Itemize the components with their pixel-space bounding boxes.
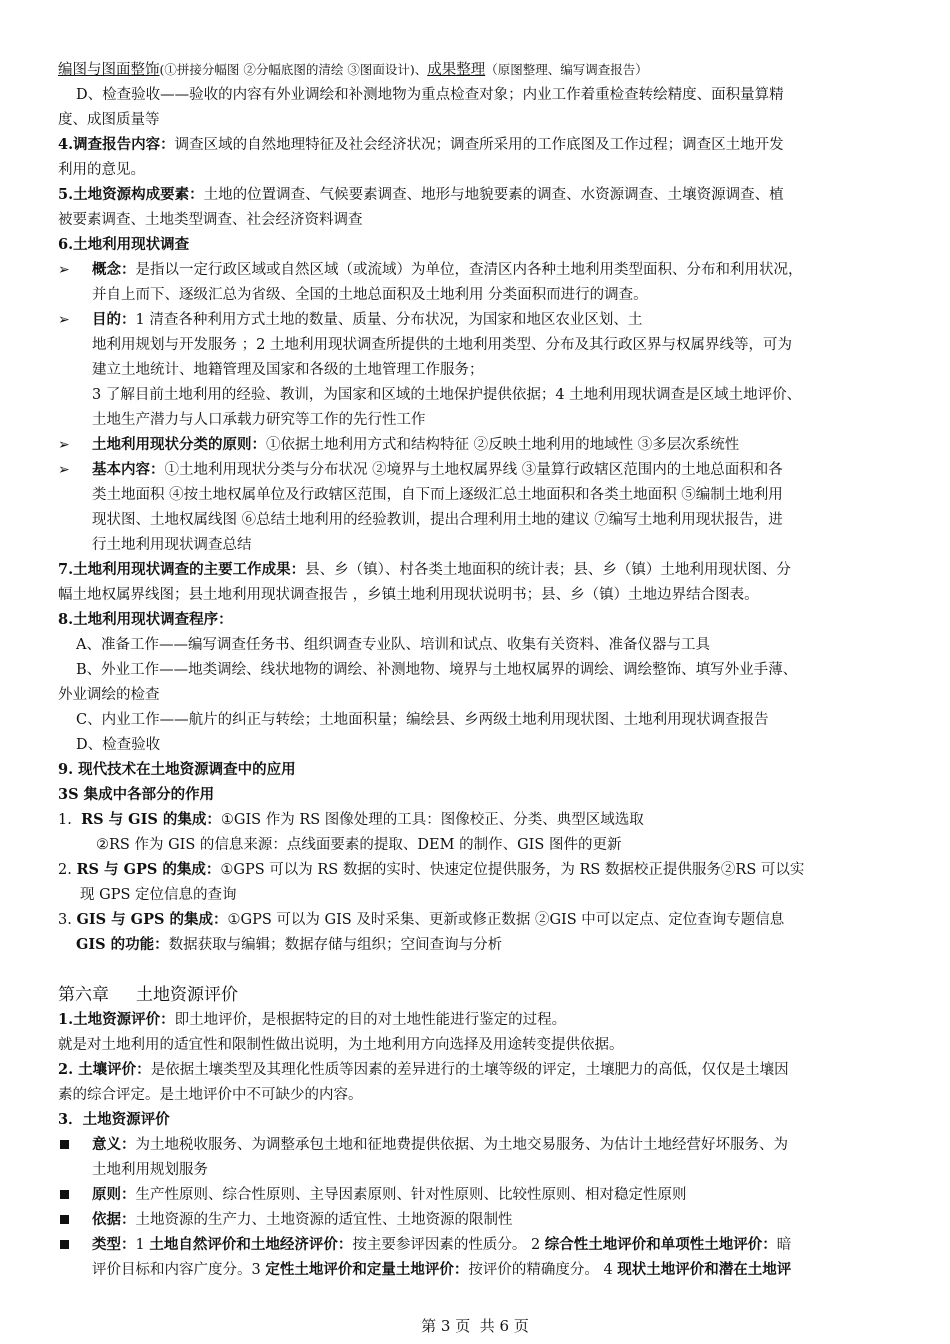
text-line: 3. GIS 与 GPS 的集成：①GPS 可以为 GIS 及时采集、更新或修正数据 ②GIS 中可以定点、定位查询专题信息: [58, 911, 785, 928]
text-line: 依据：土地资源的生产力、土地资源的适宜性、土地资源的限制性: [92, 1211, 513, 1228]
text-line: 素的综合评定。是土地评价中不可缺少的内容。: [58, 1087, 363, 1103]
square-bullet-icon: [60, 1190, 69, 1199]
square-bullet-icon: [60, 1240, 69, 1249]
text-line: 建立土地统计、地籍管理及国家和各级的土地管理工作服务；: [92, 362, 484, 378]
square-bullet-icon: [60, 1215, 69, 1224]
text-line: A、准备工作——编写调查任务书、组织调查专业队、培训和试点、收集有关资料、准备仪器与工具: [76, 637, 710, 653]
text-line: 评价目标和内容广度分。3 定性土地评价和定量土地评价：按评价的精确度分。 4 现状土地评价和潜在土地评: [92, 1261, 792, 1278]
text-line: 类土地面积 ④按土地权属单位及行政辖区范围，自下而上逐级汇总土地面积和各类土地面积 ⑤编制土地利用: [92, 487, 783, 503]
text-line: 意义：为土地税收服务、为调整承包土地和征地费提供依据、为土地交易服务、为估计土地经营好坏服务、为: [92, 1136, 788, 1153]
arrow-bullet-icon: ➢: [58, 437, 70, 453]
text-line: 行土地利用现状调查总结: [92, 537, 252, 553]
text-line: 类型：1 土地自然评价和土地经济评价：按主要参评因素的性质分。 2 综合性土地评价和单项性土地评价：暗: [92, 1236, 792, 1253]
section-heading: 3S 集成中各部分的作用: [58, 786, 215, 803]
text-line: 基本内容：①土地利用现状分类与分布状况 ②境界与土地权属界线 ③量算行政辖区范围内的土地总面积和各: [92, 461, 783, 478]
text-line: 7.土地利用现状调查的主要工作成果：县、乡（镇）、村各类土地面积的统计表；县、乡（镇）土地利用现状图、分: [58, 561, 791, 578]
text-line: 现 GPS 定位信息的查询: [80, 887, 237, 903]
section-heading: 6.土地利用现状调查: [58, 236, 190, 253]
text-line: 1.土地资源评价：即土地评价，是根据特定的目的对土地性能进行鉴定的过程。: [58, 1011, 567, 1028]
text-line: 2. RS 与 GPS 的集成：①GPS 可以为 RS 数据的实时、快速定位提供服务，为 RS 数据校正提供服务②RS 可以实: [58, 861, 805, 878]
text-line: D、检查验收: [76, 737, 161, 753]
text-line: 地利用规划与开发服务 ；2 土地利用现状调查所提供的土地利用类型、分布及其行政区界与权属界线等，可为: [92, 337, 792, 353]
text-line: 土地利用规划服务: [92, 1162, 208, 1178]
arrow-bullet-icon: ➢: [58, 262, 70, 278]
text-line: 4.调查报告内容：调查区域的自然地理特征及社会经济状况；调查所采用的工作底图及工作过程；调查区土地开发: [58, 136, 784, 153]
text-line: 现状图、土地权属线图 ⑥总结土地利用的经验教训，提出合理利用土地的建议 ⑦编写土地利用现状报告，进: [92, 512, 783, 528]
text-line: C、内业工作——航片的纠正与转绘；土地面积量；编绘县、乡两级土地利用现状图、土地利用现状调查报告: [76, 712, 769, 728]
text-line: 土地生产潜力与人口承载力研究等工作的先行性工作: [92, 412, 426, 428]
text-line: B、外业工作——地类调绘、线状地物的调绘、补测地物、境界与土地权属界的调绘、调绘整饰、填写外业手薄、: [76, 662, 798, 678]
section-heading: 3．土地资源评价: [58, 1111, 170, 1128]
text-line: 土地利用现状分类的原则：①依据土地利用方式和结构特征 ②反映土地利用的地域性 ③多层次系统性: [92, 436, 740, 453]
text-line: 1. RS 与 GIS 的集成：①GIS 作为 RS 图像处理的工具：图像校正、分类、典型区域选取: [58, 811, 644, 828]
section-heading: 8.土地利用现状调查程序：: [58, 611, 233, 628]
text-line: 3 了解目前土地利用的经验、教训，为国家和区域的土地保护提供依据；4 土地利用现状调查是区域土地评价、: [92, 387, 802, 403]
text-line: 目的：1 清查各种利用方式土地的数量、质量、分布状况，为国家和地区农业区划、土: [92, 311, 643, 328]
text-line: 就是对土地利用的适宜性和限制性做出说明，为土地利用方向选择及用途转变提供依据。: [58, 1037, 624, 1053]
text-line: 5.土地资源构成要素：土地的位置调查、气候要素调查、地形与地貌要素的调查、水资源调查、土壤资源调查、植: [58, 186, 784, 203]
text-line: 原则：生产性原则、综合性原则、主导因素原则、针对性原则、比较性原则、相对稳定性原则: [92, 1186, 687, 1203]
arrow-bullet-icon: ➢: [58, 462, 70, 478]
text-line: 幅土地权属界线图；县土地利用现状调查报告 ，乡镇土地利用现状说明书；县、乡（镇）土地边界结合图表。: [58, 587, 759, 603]
text-line: GIS 的功能：数据获取与编辑；数据存储与组织；空间查询与分析: [76, 936, 503, 953]
text-line: 2. 土壤评价：是依据土壤类型及其理化性质等因素的差异进行的土壤等级的评定，土壤肥力的高低，仅仅是土壤因: [58, 1061, 789, 1078]
text-line: 概念：是指以一定行政区域或自然区域（或流域）为单位，查清区内各种土地利用类型面积、分布和利用状况，: [92, 261, 803, 278]
section-heading: 9. 现代技术在土地资源调查中的应用: [58, 761, 296, 778]
page-number-footer: 第 3 页 共 6 页: [421, 1317, 529, 1335]
text-line: ②RS 作为 GIS 的信息来源：点线面要素的提取、DEM 的制作、GIS 图件的更新: [96, 837, 622, 853]
chapter-title: 第六章 土地资源评价: [58, 985, 239, 1005]
text-line: 利用的意见。: [58, 162, 145, 178]
text-line: 并自上而下、逐级汇总为省级、全国的土地总面积及土地利用 分类面积而进行的调查。: [92, 287, 648, 303]
text-line: 度、成图质量等: [58, 112, 160, 128]
text-line: 被要素调查、土地类型调查、社会经济资料调查: [58, 212, 363, 228]
text-line: 外业调绘的检查: [58, 687, 160, 703]
arrow-bullet-icon: ➢: [58, 312, 70, 328]
square-bullet-icon: [60, 1140, 69, 1149]
text-line: 编图与图面整饰(①拼接分幅图 ②分幅底图的清绘 ③图面设计)、成果整理（原图整理、编写调查报告）: [58, 62, 648, 78]
text-line: D、检查验收——验收的内容有外业调绘和补测地物为重点检查对象；内业工作着重检查转绘精度、面积量算精: [76, 87, 784, 103]
